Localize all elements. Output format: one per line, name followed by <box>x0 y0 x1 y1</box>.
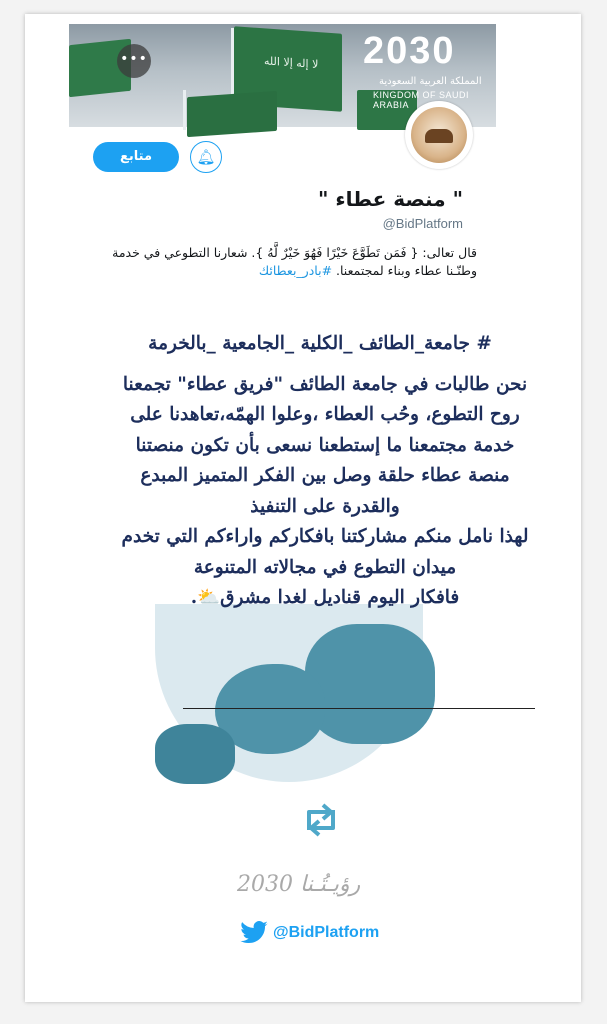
saudi-flag <box>187 91 277 137</box>
post-text-block <box>105 329 545 614</box>
profile-name: " منصة عطاء " <box>318 187 463 211</box>
bio-text: قال تعالى: { فَمَن تَطَوَّعَ خَيْرًا فَهُوَ خَيْرٌ لَّهُ }. شعارنا التطوعي في خدمة وطنّـنا عطاء وبناء لمجتمعنا. <box>112 245 477 278</box>
bio-hashtag-link[interactable]: #بادر_بعطائك <box>258 263 333 278</box>
twitter-bird-icon <box>237 918 271 948</box>
chevron-right-icon: › <box>524 40 532 61</box>
map-land <box>305 624 435 744</box>
post-hashtag: # جامعة_الطائف _الكلية _الجامعية _بالخرمة <box>148 333 492 354</box>
post-line: فافكار اليوم قناديل لغدا مشرق⛅. <box>190 587 460 608</box>
post-line: لهذا نامل منكم مشاركتنا بافكاركم واراءكم التي تخدم <box>121 526 529 547</box>
twitter-handle-line[interactable] <box>237 916 379 950</box>
flag-pole <box>183 90 186 130</box>
retweet-icon[interactable] <box>299 800 343 840</box>
more-icon: ••• <box>120 51 148 67</box>
avatar-image <box>411 107 467 163</box>
post-line: والقدرة على التنفيذ <box>250 495 400 517</box>
vision-2030-logo: 2030 <box>363 30 456 72</box>
vision-english-text: KINGDOM OF SAUDI ARABIA <box>373 90 470 110</box>
post-line: خدمة مجتمعنا ما إستطعنا نسعى بأن تكون منصتنا <box>135 434 515 456</box>
vision-arabic-text: المملكة العربية السعودية <box>379 76 482 87</box>
follow-button[interactable]: متابع <box>93 142 179 172</box>
profile-card <box>25 14 581 1002</box>
flag-script: لا إله إلا الله <box>264 54 319 72</box>
more-options-button[interactable] <box>117 44 151 78</box>
avatar[interactable] <box>405 101 473 169</box>
divider-line <box>183 708 535 709</box>
profile-handle[interactable]: @BidPlatform <box>382 216 463 231</box>
profile-bio <box>103 244 477 280</box>
bell-plus-icon: 🔔︎ <box>196 148 216 166</box>
map-land <box>155 724 235 784</box>
hand-icon <box>425 129 453 143</box>
notifications-button[interactable] <box>190 141 222 173</box>
globe-map-image <box>155 604 423 782</box>
vision-caption: 2030 رؤيـتُـنا <box>237 872 361 897</box>
post-line: ميدان التطوع في مجالاته المتنوعة <box>193 556 457 578</box>
twitter-handle: @BidPlatform <box>273 924 380 941</box>
post-line: روح التطوع، وحُب العطاء ،وعلوا الهمّه،تعاهدنا على <box>130 404 520 425</box>
post-line: نحن طالبات في جامعة الطائف "فريق عطاء" تجمعنا <box>122 373 528 395</box>
post-line: منصة عطاء حلقة وصل بين الفكر المتميز المبدع <box>140 465 510 486</box>
